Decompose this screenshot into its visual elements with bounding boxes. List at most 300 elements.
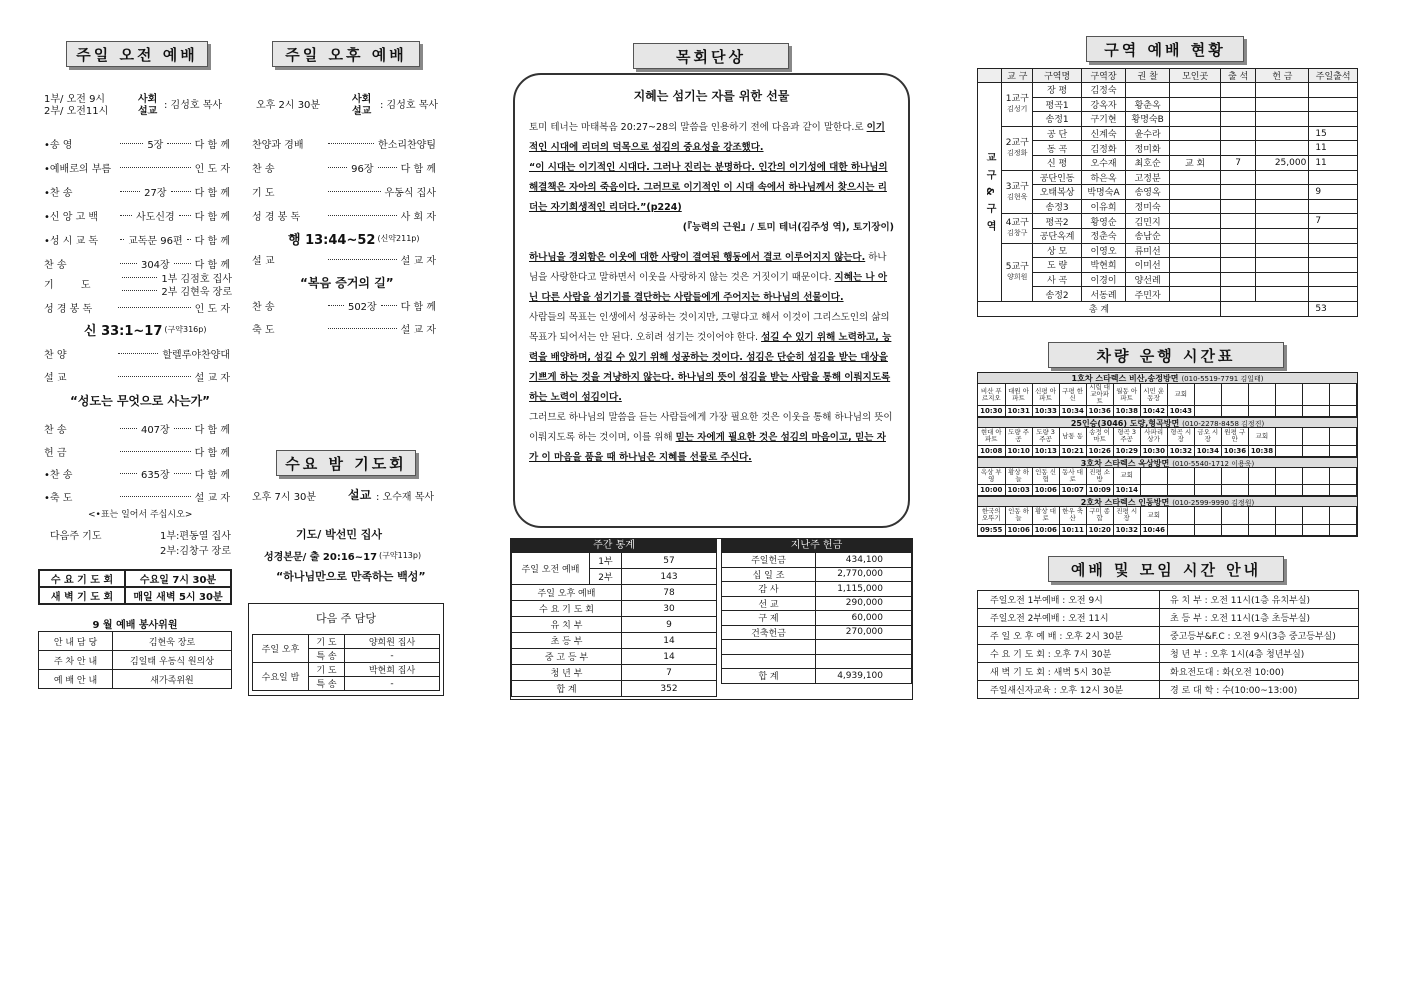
offering-row [722, 669, 912, 684]
vehicle-time: 10:08 [978, 445, 1005, 456]
weekly-stats-name: 합 계 [512, 681, 622, 697]
district-cell [1221, 228, 1256, 243]
service-team-table [38, 631, 232, 689]
wed-presider-label: 설교 [348, 488, 372, 502]
vehicle-stop: 구평 한신 [1059, 384, 1086, 406]
am-item [44, 184, 230, 199]
district-cell: 김정화 [1081, 141, 1125, 156]
pm-item2 [252, 321, 436, 336]
schedule-right: 초 등 부 : 오전 11시(1층 초등부실) [1160, 609, 1359, 627]
weekly-stats-value: 7 [622, 665, 717, 681]
dot-leader [174, 428, 191, 429]
weekly-stats-value: 14 [622, 633, 717, 649]
district-cell [1170, 272, 1221, 287]
district-cell: 황영순 [1081, 214, 1125, 229]
offering-name: 구 제 [722, 611, 816, 626]
vehicle-time: 10:30 [978, 406, 1005, 417]
am-item2 [44, 489, 230, 504]
district-side-label: 교 구 & 구 역 [978, 83, 1002, 302]
p2b: 하나님을 사랑한다고 말하면서 이웃을 사랑하지 않는 것은 거짓이기 때문이다. [529, 252, 887, 283]
pastor-paragraph-4 [529, 408, 894, 468]
vehicle-stop: 형곡 시장 [1167, 428, 1194, 445]
wed-title: “하나님만으로 만족하는 백성” [276, 570, 426, 583]
am-next-1: 1부:편동열 집사 [160, 531, 231, 542]
offering-value: 2,770,000 [816, 567, 912, 582]
am-prayer-1-text: 1부 김점호 집사 [161, 274, 232, 285]
vehicle-route-table [978, 428, 1357, 457]
district-cell: 황명숙B [1126, 112, 1170, 127]
district-cell [1256, 272, 1309, 287]
dot-leader [118, 376, 191, 377]
vehicle-route-title [978, 373, 1357, 384]
vehicle-route-table [978, 468, 1357, 497]
district-cell: 사 곡 [1033, 272, 1082, 287]
weekly-stats-sub: 2부 [590, 569, 622, 585]
vehicle-stop: 동사 대로 [1059, 468, 1086, 485]
weekly-stats-row [512, 633, 717, 649]
district-cell [1221, 83, 1256, 98]
vehicle-time: 10:26 [1086, 445, 1113, 456]
dot-leader [118, 307, 191, 308]
p2a: 하나님을 경외함은 이웃에 대한 사랑이 결여된 행동에서 결코 이루어지지 않는다. [529, 252, 866, 263]
vehicle-route-name: 2호차 스타렉스 인동방면 [1080, 498, 1170, 507]
district-group-sub: 김성기 [1007, 105, 1028, 114]
am-scripture [84, 320, 206, 339]
vehicle-times-row [978, 524, 1357, 535]
district-cell: 신 평 [1033, 155, 1082, 170]
schedule-row [978, 645, 1359, 663]
dot-leader [122, 277, 157, 278]
vehicle-route-name: 3호차 스타렉스 옥상방면 [1080, 458, 1170, 468]
offering-name: 주일헌금 [722, 553, 816, 568]
district-cell [1221, 272, 1256, 287]
service-team-who: 김현욱 장로 [113, 632, 232, 651]
vehicle-route-phone: (010-5540-1712 이용욱) [1172, 459, 1255, 468]
district-header: 구역 예배 현황 [1086, 36, 1244, 62]
am-item [44, 208, 230, 223]
weekly-stats-value: 352 [622, 681, 717, 697]
pm-item [252, 208, 436, 223]
schedule-left: 주 일 오 후 예 배 : 오후 2시 30분 [978, 627, 1160, 645]
am-reading-right: 인 도 자 [194, 304, 230, 315]
district-cell [1170, 199, 1221, 214]
pm-item2-mid: 502장 [347, 302, 377, 313]
weekly-stats-value: 78 [622, 585, 717, 601]
district-cell: 서동례 [1081, 287, 1125, 302]
offering-row [722, 654, 912, 669]
district-group-sub: 김정화 [1007, 149, 1028, 158]
weekly-stats-row [512, 601, 717, 617]
district-cell [1221, 170, 1256, 185]
am-item2-right: 다 함 께 [194, 447, 230, 459]
dot-leader [120, 215, 132, 216]
vehicle-stop: 진평 시장 [1113, 507, 1140, 524]
dot-leader [328, 191, 381, 192]
am-item-label: •송 영 [44, 140, 73, 151]
vehicle-stop: 교회 [1248, 428, 1275, 445]
vehicle-stop: 원평 구안 [1221, 428, 1248, 445]
vehicle-stop [1275, 428, 1302, 445]
district-total-value: 53 [1309, 301, 1358, 316]
pm-item-right: 다 함 께 [400, 164, 437, 175]
district-cell [1170, 112, 1221, 127]
vehicle-stop [1248, 384, 1275, 406]
am-item-right: 인 도 자 [194, 164, 230, 175]
district-cell: 이경이 [1081, 272, 1125, 287]
vehicle-route-title [978, 457, 1357, 468]
vehicle-time: 10:21 [1059, 445, 1086, 456]
dot-leader [120, 428, 137, 429]
district-cell: 박명숙A [1081, 185, 1125, 200]
vehicle-stop: 교회 [1140, 507, 1167, 524]
district-cell: 평곡2 [1033, 214, 1082, 229]
am-item-label: •찬 송 [44, 188, 73, 199]
p2c: 지혜는 나 아닌 다른 사람을 섬기기를 결단하는 사람들에게 주어지는 하나님의 선물이다. [529, 272, 888, 303]
district-group [1002, 126, 1033, 170]
vehicle-stop: 도량 주공 [1005, 428, 1032, 445]
dot-leader [328, 328, 397, 329]
vehicle-time: 10:36 [1086, 406, 1113, 417]
district-cell: 평곡1 [1033, 97, 1082, 112]
vehicle-stop: 한우 축산 [1059, 507, 1086, 524]
am-item2-label: 찬 송 [44, 425, 67, 436]
district-row [978, 287, 1358, 302]
weekly-stats-name: 중 고 등 부 [512, 649, 622, 665]
dot-leader [120, 239, 124, 240]
vehicle-time: 10:32 [1167, 445, 1194, 456]
pm-item-label: 성 경 봉 독 [252, 212, 301, 223]
dot-leader [118, 353, 158, 354]
vehicle-times-row [978, 445, 1357, 456]
vehicle-route-name: 1호차 스타렉스 비산,송정방면 [1071, 374, 1179, 383]
district-cell [1170, 97, 1221, 112]
vehicle-time [1248, 485, 1275, 496]
vehicle-stop: 신평 아파트 [1032, 384, 1059, 406]
am-item-label: •예배로의 부름 [44, 164, 112, 175]
district-group-name: 1교구 [1005, 94, 1029, 105]
district-row [978, 199, 1358, 214]
offering-name [722, 654, 816, 669]
weekly-stats-value: 57 [622, 553, 717, 569]
dot-leader [381, 305, 397, 306]
district-cell: 강옥자 [1081, 97, 1125, 112]
vehicle-time [1275, 524, 1302, 535]
service-team-role: 안 내 담 당 [39, 632, 113, 651]
dot-leader [120, 263, 137, 264]
vehicle-time: 10:46 [1140, 524, 1167, 535]
weekly-stats-row [512, 665, 717, 681]
district-total-blank [1221, 301, 1309, 316]
next-duty-title: 다음 주 담당 [315, 612, 377, 625]
am-item2-label: •찬 송 [44, 470, 73, 481]
vehicle-time: 10:29 [1113, 445, 1140, 456]
district-row [978, 243, 1358, 258]
vehicle-time: 10:11 [1059, 524, 1086, 535]
am-next-label: 다음주 기도 [50, 531, 102, 542]
pm-sermon-label: 설 교 [252, 256, 275, 267]
vehicle-time: 10:00 [978, 485, 1005, 496]
offering-value: 60,000 [816, 611, 912, 626]
dot-leader [179, 215, 191, 216]
pastor-citation: (『능력의 근원』/ 토미 테너(김주성 역), 토기장이) [682, 222, 894, 233]
vehicle-stop: 진평 소방 [1086, 468, 1113, 485]
service-team-row [39, 632, 232, 651]
am-item-mid: 27장 [144, 188, 167, 199]
district-group-sub: 김창구 [1007, 229, 1028, 238]
am-item2-right: 다 함 께 [194, 470, 230, 481]
district-row [978, 112, 1358, 127]
next-duty-service: 주일 오후 [253, 635, 309, 663]
district-cell: 이미선 [1126, 258, 1170, 273]
district-cell: 최호순 [1126, 155, 1170, 170]
vehicle-time [1275, 485, 1302, 496]
next-duty-service: 수요일 밤 [253, 663, 309, 691]
am-prayer-label: 기 도 [44, 280, 103, 291]
pm-scripture-page: (신약211p) [377, 234, 420, 243]
vehicle-time [1302, 524, 1329, 535]
pm-time: 오후 2시 30분 [256, 100, 321, 111]
vehicle-time: 10:14 [1113, 485, 1140, 496]
vehicle-stop [1329, 468, 1356, 485]
weekly-stats-row [512, 617, 717, 633]
vehicle-stops-row [978, 507, 1357, 524]
vehicle-stop [1221, 384, 1248, 406]
next-duty-row [253, 635, 440, 649]
weekly-stats-value: 9 [622, 617, 717, 633]
pm-sermon [252, 252, 436, 267]
am-item-right: 다 함 께 [194, 188, 231, 199]
district-cell [1256, 287, 1309, 302]
district-cell [1256, 97, 1309, 112]
vehicle-time: 10:32 [1113, 524, 1140, 535]
am-praise [44, 346, 230, 361]
vehicle-time [1248, 406, 1275, 417]
district-row [978, 141, 1358, 156]
district-row [978, 228, 1358, 243]
district-cell [1221, 97, 1256, 112]
district-group-sub: 양희원 [1007, 273, 1028, 282]
vehicle-times-row [978, 485, 1357, 496]
vehicle-stop: 도량 3주공 [1032, 428, 1059, 445]
dot-leader [120, 473, 137, 474]
vehicle-stop: 한국의 오뚜기 [978, 507, 1005, 524]
prayer-meeting-name: 수 요 기 도 회 [39, 570, 125, 587]
dot-leader [120, 143, 143, 144]
district-cell: 송남순 [1126, 228, 1170, 243]
dot-leader [174, 263, 191, 264]
vehicle-time [1275, 406, 1302, 417]
vehicle-time [1275, 445, 1302, 456]
next-duty-row [253, 663, 440, 677]
district-group [1002, 243, 1033, 301]
vehicle-stop [1194, 507, 1221, 524]
offering-name: 십 일 조 [722, 567, 816, 582]
district-group [1002, 83, 1033, 127]
weekly-stats-value: 143 [622, 569, 717, 585]
offering-value: 290,000 [816, 596, 912, 611]
vehicle-time [1302, 485, 1329, 496]
district-cell [1221, 112, 1256, 127]
vehicle-time [1221, 406, 1248, 417]
am-item-mid: 교독문 96편 [128, 236, 183, 247]
district-cell [1170, 185, 1221, 200]
am-item2 [44, 444, 230, 459]
am-item2-right: 다 함 께 [194, 425, 230, 436]
district-cell: 박현희 [1081, 258, 1125, 273]
am-item-mid: 304장 [140, 260, 170, 271]
district-cell [1309, 228, 1358, 243]
weekly-stats-name: 유 치 부 [512, 617, 622, 633]
dot-leader [328, 167, 347, 168]
schedule-left: 수 요 기 도 회 : 오후 7시 30분 [978, 645, 1160, 663]
district-row [978, 155, 1358, 170]
p4a: 그러므로 하나님의 말씀을 듣는 사람들에게 가장 필요한 것은 이웃을 통해 하나님의 뜻이 이뤄지도록 하는 것이며, 이를 위해 [529, 412, 893, 443]
district-cell [1221, 141, 1256, 156]
am-time-1: 1부/ 오전 9시 [44, 94, 106, 105]
district-cell: 황춘옥 [1126, 97, 1170, 112]
vehicle-stop [1248, 507, 1275, 524]
vehicle-stop: 남통 동 [1059, 428, 1086, 445]
offering-row [722, 567, 912, 582]
district-cell [1170, 214, 1221, 229]
district-cell: 장 평 [1033, 83, 1082, 98]
district-cell [1170, 243, 1221, 258]
vehicle-stops-row [978, 384, 1357, 406]
vehicle-time [1329, 445, 1356, 456]
vehicle-stop: 현대 아파트 [978, 428, 1005, 445]
wed-header: 수요 밤 기도회 [276, 450, 416, 476]
weekly-stats-row [512, 681, 717, 697]
vehicle-time: 10:06 [1032, 524, 1059, 535]
district-cell: 정미숙 [1126, 199, 1170, 214]
am-item2-mid: 635장 [140, 470, 170, 481]
p3a: 사람들의 목표는 인생에서 성공하는 것이지만, 그렇다고 해서 이것이 그리스도인의 삶의 목표가 되어서는 안 된다. 오히려 섬기는 것이어야 한다. [529, 312, 890, 343]
vehicle-time: 10:09 [1086, 485, 1113, 496]
am-note: <•표는 일어서 주십시오> [88, 510, 193, 520]
dot-leader [120, 451, 191, 452]
district-col-header: 헌 금 [1256, 69, 1309, 83]
district-cell [1309, 83, 1358, 98]
weekly-stats-panel [511, 539, 717, 699]
vehicle-stop: 대원 아파트 [1005, 384, 1032, 406]
district-cell [1256, 170, 1309, 185]
district-cell [1256, 185, 1309, 200]
p3b: 섬길 수 있기 위해 노력하고, 능력을 배양하며, 섬길 수 있기 위해 성공하는 것이다. 섬김은 단순히 섬김을 받는 대상을 기쁘게 하는 것을 겨냥하지 않는다. 하나님의 뜻이 섬김을 받는 사람을 통해 이뤄지도록 하는 노력이 섬김이다. [529, 332, 892, 403]
wed-scripture-ref: 성경본문/ 출 20:16~17 [264, 552, 378, 563]
schedule-row [978, 609, 1359, 627]
pastor-column-title: 지혜는 섬기는 자를 위한 선물 [633, 89, 790, 103]
vehicle-stop: 사파리 상가 [1140, 428, 1167, 445]
pm-item [252, 160, 436, 175]
pastor-header: 목회단상 [633, 43, 789, 69]
service-team-title: 9 월 예배 봉사위원 [92, 620, 178, 631]
vehicle-route-table [978, 384, 1357, 417]
district-group-name: 3교구 [1005, 181, 1029, 192]
prayer-meeting-table [38, 569, 232, 605]
district-cell: 동 곡 [1033, 141, 1082, 156]
am-item-label: 찬 송 [44, 260, 67, 271]
vehicle-time: 10:06 [1005, 524, 1032, 535]
service-team-row [39, 670, 232, 689]
schedule-right: 화요전도대 : 화(오전 10:00) [1160, 663, 1359, 681]
am-item [44, 136, 230, 151]
am-presider: : 김성호 목사 [164, 100, 223, 111]
district-cell [1256, 199, 1309, 214]
wed-presider: : 오수재 목사 [376, 492, 435, 503]
dot-leader [122, 290, 157, 291]
district-row [978, 97, 1358, 112]
district-cell [1170, 170, 1221, 185]
service-team-role: 예 배 안 내 [39, 670, 113, 689]
schedule-header: 예배 및 모임 시간 안내 [1048, 556, 1284, 582]
service-team-who: 김일태 우동식 원의상 [113, 651, 232, 670]
weekly-stats-value: 14 [622, 649, 717, 665]
weekly-stats [510, 538, 913, 700]
am-item-right: 다 함 께 [194, 236, 231, 247]
schedule-left: 주일오전 1부예배 : 오전 9시 [978, 591, 1160, 609]
am-praise-label: 찬 양 [44, 350, 67, 361]
vehicle-time [1329, 406, 1356, 417]
next-duty-who: 박현희 집사 [345, 663, 440, 677]
district-cell: 주민자 [1126, 287, 1170, 302]
pastor-column [513, 73, 910, 528]
vehicle-time: 10:31 [1005, 406, 1032, 417]
vehicle-time [1194, 485, 1221, 496]
district-cell: 25,000 [1256, 155, 1309, 170]
pm-item [252, 136, 436, 151]
district-header-row [978, 69, 1358, 83]
district-cell: 김민지 [1126, 214, 1170, 229]
next-duty-role: 기 도 [309, 635, 345, 649]
am-reading [44, 300, 230, 315]
weekly-stats-row [512, 585, 717, 601]
vehicle-stop [1194, 384, 1221, 406]
am-item [44, 232, 230, 247]
district-cell: 7 [1309, 214, 1358, 229]
schedule-right: 중고등부&F.C : 오전 9시(3층 중고등부실) [1160, 627, 1359, 645]
offering-value [816, 654, 912, 669]
dot-leader [328, 305, 344, 306]
district-row [978, 83, 1358, 98]
offering-name: 감 사 [722, 582, 816, 597]
district-cell [1256, 214, 1309, 229]
vehicle-time: 10:42 [1140, 406, 1167, 417]
vehicle-time: 10:10 [1005, 445, 1032, 456]
vehicle-stop [1329, 507, 1356, 524]
am-sermon [44, 369, 230, 384]
p1c: “이 시대는 이기적인 시대다. 그러나 진리는 분명하다. 인간의 이기성에 대한 하나님의 해결책은 자아의 죽음이다. 그러므로 이기적인 이 시대 속에서 하나님께서 찾으시는 리더는 자기희생적인 리더다.”(p224) [529, 162, 888, 213]
vehicle-stop: 시립 대교아파트 [1086, 384, 1113, 406]
vehicle-time [1194, 524, 1221, 535]
district-corner [978, 69, 1002, 83]
next-duty-table [252, 634, 440, 691]
am-sermon-title: “성도는 무엇으로 사는가” [70, 394, 211, 408]
service-team-row [39, 651, 232, 670]
district-cell: 15 [1309, 126, 1358, 141]
district-row [978, 258, 1358, 273]
district-cell: 고정분 [1126, 170, 1170, 185]
vehicle-stop: 송정 이마트 [1086, 428, 1113, 445]
am-item-label: •신 앙 고 백 [44, 212, 99, 223]
vehicle-time [1194, 406, 1221, 417]
vehicle-time: 10:43 [1167, 406, 1194, 417]
dot-leader [328, 143, 374, 144]
district-cell: 상 모 [1033, 243, 1082, 258]
vehicle-route-title [978, 496, 1357, 507]
am-scripture-page: (구약316p) [164, 325, 207, 334]
district-cell: 교 회 [1170, 155, 1221, 170]
am-presider-label-2: 설교 [138, 106, 158, 117]
